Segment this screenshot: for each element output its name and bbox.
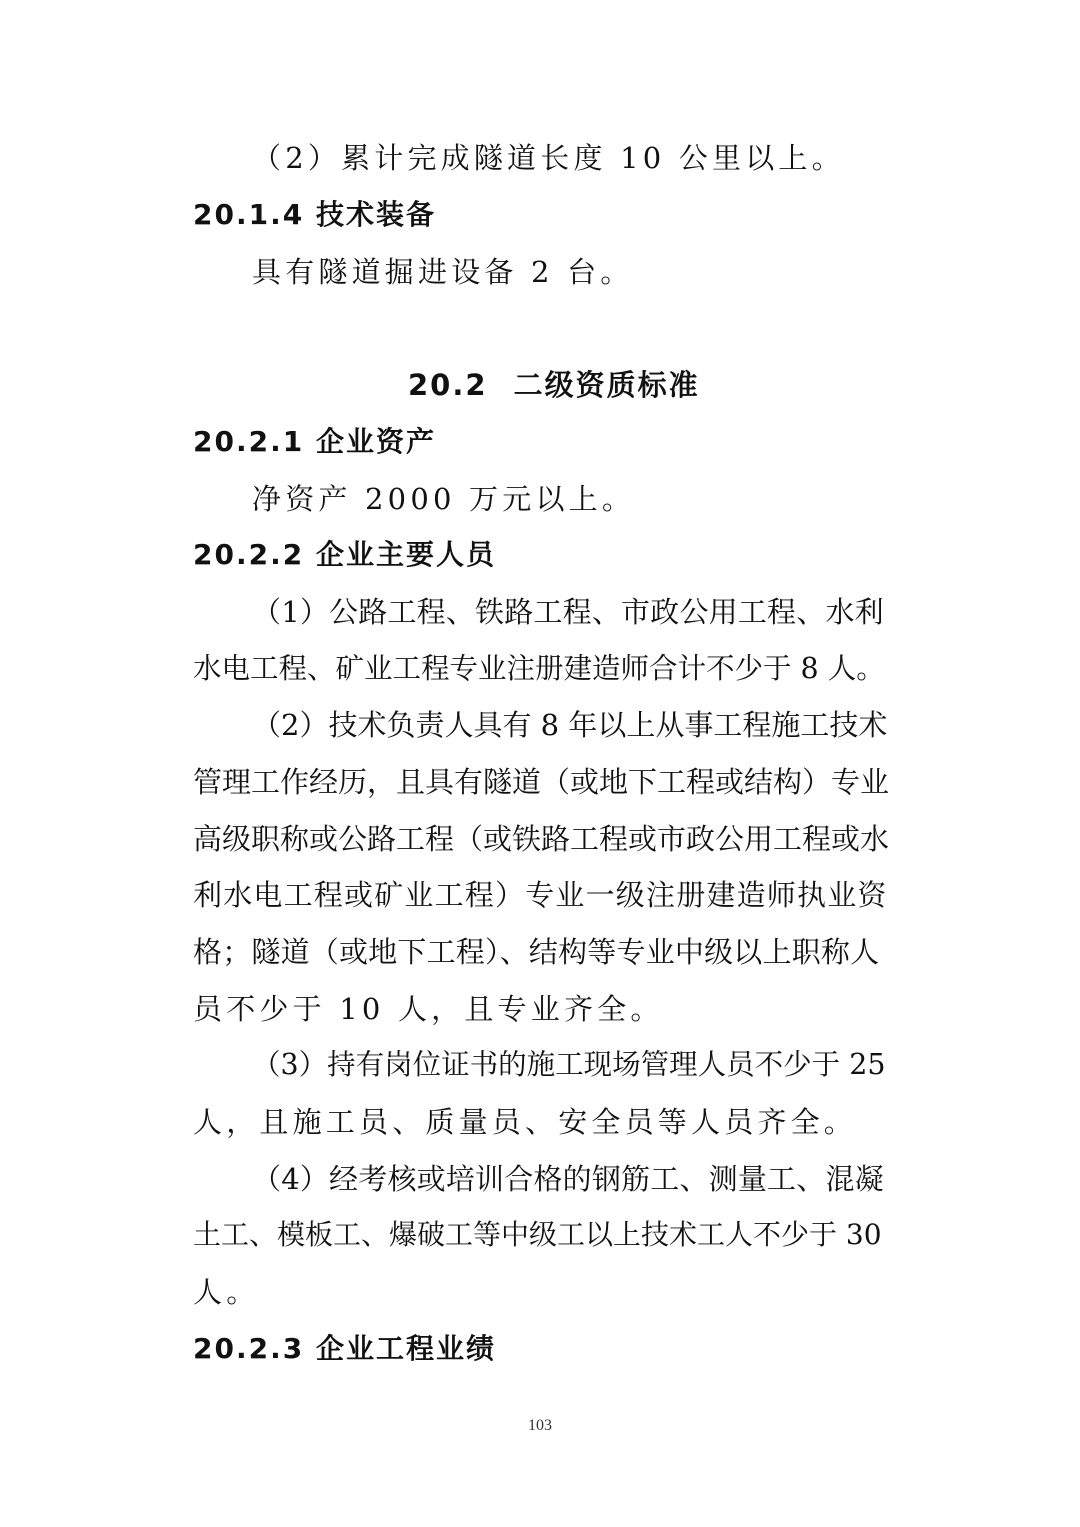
body-line: 人，且施工员、质量员、安全员等人员齐全。 xyxy=(193,1105,858,1139)
section-number: 20.2 xyxy=(408,368,488,402)
body-line: 格；隧道（或地下工程）、结构等专业中级以上职称人 xyxy=(193,935,880,969)
body-line: （1）公路工程、铁路工程、市政公用工程、水利 xyxy=(252,595,884,629)
body-line: （3）持有岗位证书的施工现场管理人员不少于 25 xyxy=(252,1048,886,1081)
subsection-heading xyxy=(193,538,496,571)
body-line: （2）累计完成隧道长度 10 公里以上。 xyxy=(252,141,845,175)
subsection-title: 企业资产 xyxy=(315,425,436,458)
body-line: 土工、模板工、爆破工等中级工以上技术工人不少于 30 xyxy=(193,1218,882,1251)
body-line: 水电工程、矿业工程专业注册建造师合计不少于 8 人。 xyxy=(193,652,885,685)
subsection-number: 20.2.3 xyxy=(193,1332,305,1365)
body-line: 利水电工程或矿业工程）专业一级注册建造师执业资 xyxy=(193,878,888,912)
section-heading xyxy=(408,368,700,402)
section-title: 二级资质标准 xyxy=(513,368,700,402)
page-number: 103 xyxy=(528,1417,552,1434)
body-line: 员不少于 10 人，且专业齐全。 xyxy=(193,992,664,1026)
body-line: （4）经考核或培训合格的钢筋工、测量工、混凝 xyxy=(252,1162,884,1196)
body-line: 高级职称或公路工程（或铁路工程或市政公用工程或水 xyxy=(193,822,890,856)
subsection-title: 企业主要人员 xyxy=(315,538,496,571)
subsection-heading xyxy=(193,1332,496,1365)
subsection-number: 20.2.2 xyxy=(193,538,305,571)
subsection-number: 20.1.4 xyxy=(193,198,305,231)
body-line: 具有隧道掘进设备 2 台。 xyxy=(252,255,634,289)
subsection-number: 20.2.1 xyxy=(193,425,305,458)
subsection-heading xyxy=(193,425,436,458)
subsection-title: 企业工程业绩 xyxy=(315,1332,496,1365)
body-line: 人。 xyxy=(193,1275,260,1309)
body-line: 管理工作经历，且具有隧道（或地下工程或结构）专业 xyxy=(193,765,890,799)
subsection-heading xyxy=(193,198,436,231)
body-line: 净资产 2000 万元以上。 xyxy=(252,482,636,516)
body-line: （2）技术负责人具有 8 年以上从事工程施工技术 xyxy=(252,708,888,742)
subsection-title: 技术装备 xyxy=(315,198,436,231)
